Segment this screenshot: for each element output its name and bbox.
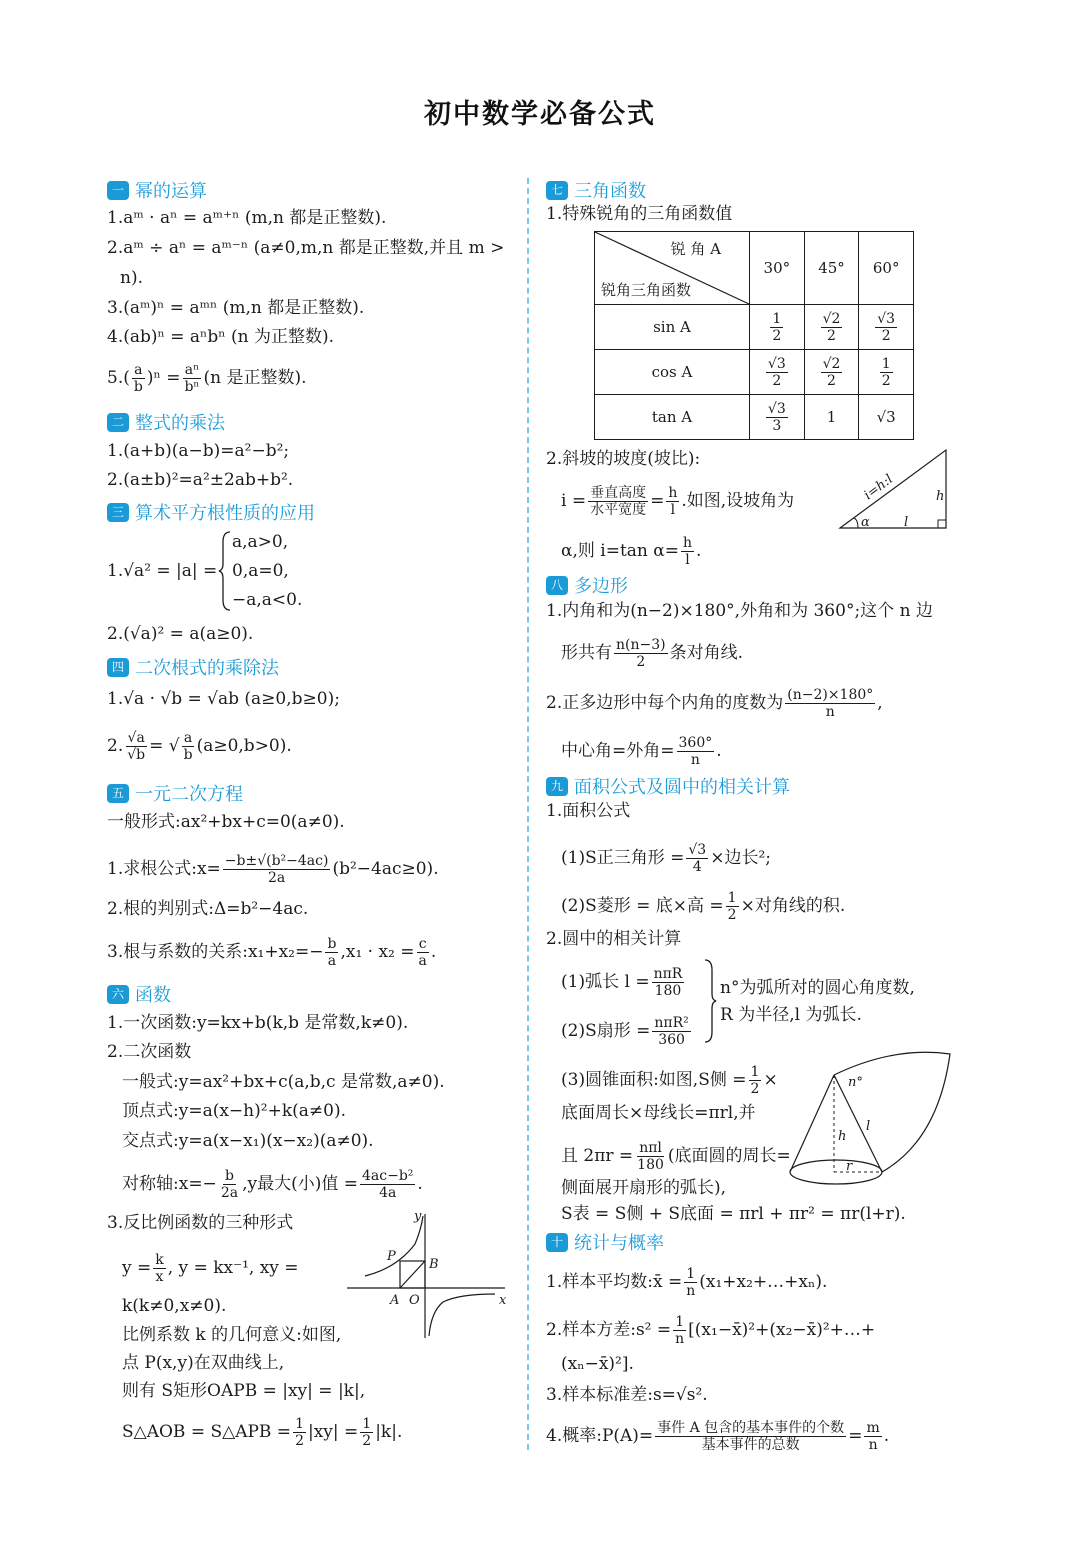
formula-line: (1)弧长 l = $\frac{\text{nπR}}{180}$: [561, 966, 683, 999]
formula-line: 2.根的判别式:Δ=b²−4ac.: [107, 899, 309, 919]
section-title: 二次根式的乘除法: [135, 658, 279, 679]
table-cell: $\frac{1}{2}$: [750, 305, 805, 350]
section-number-badge: 三: [107, 503, 129, 522]
formula-line: S表 = S侧 + S底面 = πrl + πr² = πr(l+r).: [561, 1204, 906, 1224]
section-title: 多边形: [574, 576, 628, 597]
section-heading-8: [546, 572, 628, 598]
section-heading-3: [107, 499, 315, 525]
formula-line: 4.(ab)ⁿ = aⁿbⁿ (n 为正整数).: [107, 327, 335, 347]
point-a-label: A: [390, 1293, 400, 1308]
formula-line: (3)圆锥面积:如图,S侧 = $\frac{1}{2}$ ×: [561, 1064, 778, 1097]
section-number-badge: 五: [107, 784, 129, 803]
formula-line: 底面周长×母线长=πrl,并: [561, 1103, 756, 1123]
cone-figure: [786, 1050, 954, 1190]
length-label: l: [904, 515, 909, 530]
slope-figure: [836, 448, 952, 532]
section-title: 函数: [135, 985, 171, 1006]
fraction: $\frac{n(n-3)}{2}$: [616, 637, 666, 670]
section-number-badge: 六: [107, 985, 129, 1004]
section-title: 一元二次方程: [135, 784, 243, 805]
section-heading-9: [546, 773, 790, 799]
formula-line: 交点式:y=a(x−x₁)(x−x₂)(a≠0).: [122, 1131, 374, 1151]
fraction: $\frac{\text{aⁿ}}{\text{bⁿ}}$: [184, 362, 200, 395]
formula-line: (2)S扇形 = $\frac{\text{nπR²}}{360}$: [561, 1015, 689, 1048]
right-brace: [703, 958, 717, 1044]
page-title: 初中数学必备公式: [424, 99, 656, 130]
col-header-60: 60°: [859, 232, 914, 305]
formula-line: 比例系数 k 的几何意义:如图,: [122, 1325, 342, 1345]
formula-line: 4.概率:P(A)= $\frac{\text{事件 A 包含的基本事件的个数}}{\text{基本事件的总数}}$ = $\frac{m}{n}$ .: [546, 1420, 890, 1453]
fraction: $\frac{1}{2}$: [295, 1416, 304, 1449]
height-label: h: [838, 1129, 847, 1144]
formula-line: i = $\frac{\text{垂直高度}}{\text{水平宽度}}$ = $\frac{h}{l}$ .如图,设坡角为: [561, 485, 795, 518]
formula-line: 3.样本标准差:s=√s².: [546, 1385, 708, 1405]
formula-line: 则有 S矩形OAPB = |xy| = |k|,: [122, 1381, 366, 1401]
section-title: 算术平方根性质的应用: [135, 503, 315, 524]
fraction: $\frac{b}{2a}$: [220, 1168, 239, 1201]
formula-line: 1.面积公式: [546, 801, 631, 821]
formula-line: 2.aᵐ ÷ aⁿ = aᵐ⁻ⁿ (a≠0,m,n 都是正整数,并且 m >: [107, 238, 505, 258]
hyperbola-branch-upper: [365, 1216, 423, 1276]
table-cell: $\frac{√3}{2}$: [750, 350, 805, 395]
section-heading-4: [107, 654, 279, 680]
angle-label: α: [861, 515, 870, 530]
table-corner-cell: [595, 232, 749, 304]
fraction: $\frac{360^\circ}{n}$: [678, 735, 713, 768]
y-axis-label: y: [414, 1209, 422, 1224]
angle-label: n°: [848, 1075, 863, 1090]
section-heading-1: [107, 177, 207, 203]
fraction: $\frac{a}{b}$: [133, 362, 143, 395]
formula-line: α,则 i=tan α= $\frac{h}{l}$ .: [561, 535, 702, 568]
formula-line: 1.√a² = |a| =: [107, 561, 218, 581]
formula-line: k(k≠0,x≠0).: [122, 1296, 227, 1316]
fraction: $\frac{1}{2}$: [750, 1064, 760, 1097]
slope-ratio-label: i=h:l: [861, 471, 896, 504]
formula-line: 3.(aᵐ)ⁿ = aᵐⁿ (m,n 都是正整数).: [107, 298, 365, 318]
point-b-label: B: [429, 1257, 439, 1272]
section-number-badge: 四: [107, 658, 129, 677]
formula-line: 一般式:y=ax²+bx+c(a,b,c 是常数,a≠0).: [122, 1072, 445, 1092]
section-number-badge: 九: [546, 777, 568, 796]
fraction: $\frac{√3}{4}$: [688, 842, 707, 875]
formula-line: 1.一次函数:y=kx+b(k,b 是常数,k≠0).: [107, 1013, 409, 1033]
fraction: $\frac{\text{垂直高度}}{\text{水平宽度}}$: [590, 485, 647, 518]
section-heading-5: [107, 780, 243, 806]
section-title: 幂的运算: [135, 181, 207, 202]
section-number-badge: 一: [107, 181, 129, 200]
hyperbola-figure: [345, 1208, 515, 1343]
row-header-tan: tan A: [595, 395, 750, 440]
row-header-sin: sin A: [595, 305, 750, 350]
formula-line: 1.特殊锐角的三角函数值: [546, 204, 733, 224]
column-divider: [527, 178, 529, 1450]
formula-line: n).: [120, 268, 143, 288]
origin-label: O: [409, 1293, 420, 1308]
height-label: h: [936, 489, 945, 504]
formula-line: 形共有 $\frac{n(n-3)}{2}$ 条对角线.: [561, 637, 744, 670]
x-axis-label: x: [499, 1293, 507, 1308]
formula-line: 对称轴:x=− $\frac{b}{2a}$ ,y最大(小)值 = $\frac{\text{4ac−b²}}{4a}$ .: [122, 1168, 423, 1201]
fraction: $\frac{\text{nπR²}}{360}$: [654, 1015, 689, 1048]
section-title: 统计与概率: [574, 1233, 664, 1254]
fraction: $\frac{b}{a}$: [327, 936, 337, 969]
formula-line: 3.反比例函数的三种形式: [107, 1213, 294, 1233]
section-title: 整式的乘法: [135, 413, 225, 434]
fraction: $\frac{√a}{√b}$: [127, 730, 146, 763]
fraction: $\frac{1}{n}$: [675, 1314, 685, 1347]
fraction: $\frac{m}{n}$: [866, 1420, 880, 1453]
formula-line: 2.圆中的相关计算: [546, 929, 682, 949]
section-heading-6: [107, 981, 171, 1007]
formula-line: 2.正多边形中每个内角的度数为 $\frac{(n-2)\times 180^\circ}{n}$ ,: [546, 687, 883, 720]
fraction: $\frac{1}{2}$: [727, 890, 737, 923]
formula-line: 2. $\frac{√a}{√b}$ = √ $\frac{a}{b}$ (a≥0,b>0).: [107, 730, 292, 763]
diagonal: [400, 1261, 425, 1288]
formula-line: 3.根与系数的关系:x₁+x₂=− $\frac{b}{a}$ ,x₁ · x₂ = $\frac{c}{a}$ .: [107, 936, 437, 969]
formula-line: 中心角=外角= $\frac{360^\circ}{n}$ .: [561, 735, 722, 768]
fraction: $\frac{1}{2}$: [362, 1416, 372, 1449]
fraction: $\frac{\text{事件 A 包含的基本事件的个数}}{\text{基本事件的总数}}$: [657, 1420, 845, 1453]
formula-line: (xₙ−x̄)²].: [561, 1354, 634, 1374]
fraction: $\frac{c}{a}$: [418, 936, 427, 969]
piecewise-case: −a,a<0.: [232, 590, 303, 610]
slant-label: l: [866, 1119, 871, 1134]
formula-line: 一般形式:ax²+bx+c=0(a≠0).: [107, 812, 345, 832]
col-header-45: 45°: [804, 232, 859, 305]
formula-line: 5.( $\frac{a}{b}$ )ⁿ = $\frac{\text{aⁿ}}{\text{bⁿ}}$ (n 是正整数).: [107, 362, 307, 395]
slope-triangle: [840, 450, 946, 528]
formula-line: 1.(a+b)(a−b)=a²−b²;: [107, 441, 290, 461]
table-cell: $\frac{1}{2}$: [859, 350, 914, 395]
section-number-badge: 七: [546, 181, 568, 200]
left-brace: [218, 530, 232, 612]
hyperbola-branch-lower: [429, 1294, 495, 1336]
row-header-cos: cos A: [595, 350, 750, 395]
section-heading-10: [546, 1229, 664, 1255]
formula-line: 1.内角和为(n−2)×180°,外角和为 360°;这个 n 边: [546, 601, 933, 621]
table-cell: $\frac{√3}{2}$: [859, 305, 914, 350]
point-p-label: P: [387, 1249, 396, 1264]
header-function: 锐角三角函数: [601, 281, 692, 299]
formula-line: 1.样本平均数:x̄ = $\frac{1}{n}$ (x₁+x₂+…+xₙ).: [546, 1266, 828, 1299]
header-angle: 锐 角 A: [670, 240, 721, 258]
fraction: $\frac{\text{4ac−b²}}{4a}$: [362, 1168, 414, 1201]
angle-arc: [854, 518, 858, 528]
trig-value-table: [594, 231, 914, 440]
fraction: $\frac{h}{l}$: [668, 485, 678, 518]
formula-line: 且 2πr = $\frac{\text{nπl}}{180}$ (底面圆的周长=: [561, 1140, 791, 1173]
formula-line: 2.(√a)² = a(a≥0).: [107, 624, 254, 644]
formula-line: 点 P(x,y)在双曲线上,: [122, 1353, 285, 1373]
formula-line: y = $\frac{k}{x}$ , y = kx⁻¹, xy =: [122, 1252, 299, 1285]
formula-line: 1.aᵐ · aⁿ = aᵐ⁺ⁿ (m,n 都是正整数).: [107, 208, 387, 228]
formula-line: (1)S正三角形 = $\frac{√3}{4}$ ×边长²;: [561, 842, 771, 875]
formula-line: 2.二次函数: [107, 1042, 192, 1062]
fraction: $\frac{k}{x}$: [155, 1252, 164, 1285]
right-angle-mark: [938, 520, 946, 528]
fraction: $\frac{a}{b}$: [183, 730, 193, 763]
fraction: $\frac{\text{nπl}}{180}$: [637, 1140, 664, 1173]
section-number-badge: 十: [546, 1233, 568, 1252]
formula-line: 顶点式:y=a(x−h)²+k(a≠0).: [122, 1101, 346, 1121]
piecewise-case: a,a>0,: [232, 532, 289, 552]
section-number-badge: 二: [107, 413, 129, 432]
piecewise-case: 0,a=0,: [232, 561, 289, 581]
table-cell: √3: [859, 395, 914, 440]
section-number-badge: 八: [546, 576, 568, 595]
section-title: 面积公式及圆中的相关计算: [574, 777, 790, 798]
fraction: $\frac{h}{l}$: [683, 535, 693, 568]
table-cell: $\frac{√2}{2}$: [804, 305, 859, 350]
cone-slant-left: [790, 1075, 834, 1172]
table-cell: 1: [804, 395, 859, 440]
fraction: $\frac{1}{n}$: [686, 1266, 696, 1299]
col-header-30: 30°: [750, 232, 805, 305]
fraction: $\frac{(n-2)\times 180^\circ}{n}$: [787, 687, 874, 720]
formula-line: S△AOB = S△APB = $\frac{1}{2}$ |xy| = $\frac{1}{2}$ |k|.: [122, 1416, 403, 1449]
section-title: 三角函数: [574, 181, 646, 202]
formula-line: 1.求根公式:x= $\frac{\text{−b±√(b²−4ac)}}{2a}$ (b²−4ac≥0).: [107, 853, 439, 886]
fraction: $\frac{\text{nπR}}{180}$: [653, 966, 683, 999]
table-cell: $\frac{√3}{3}$: [750, 395, 805, 440]
sector-arc: [834, 1052, 950, 1172]
formula-note: n°为弧所对的圆心角度数,: [720, 978, 915, 998]
formula-line: 2.(a±b)²=a²±2ab+b².: [107, 470, 294, 490]
formula-line: 2.斜坡的坡度(坡比):: [546, 449, 701, 469]
formula-line: (2)S菱形 = 底×高 = $\frac{1}{2}$ ×对角线的积.: [561, 890, 846, 923]
formula-line: 1.√a · √b = √ab (a≥0,b≥0);: [107, 689, 340, 709]
formula-note: R 为半径,l 为弧长.: [720, 1005, 862, 1025]
radius-label: r: [846, 1159, 853, 1174]
formula-line: 2.样本方差:s² = $\frac{1}{n}$ [(x₁−x̄)²+(x₂−x̄)²+…+: [546, 1314, 876, 1347]
section-heading-2: [107, 409, 225, 435]
table-cell: $\frac{√2}{2}$: [804, 350, 859, 395]
section-heading-7: [546, 177, 646, 203]
formula-line: 侧面展开扇形的弧长),: [561, 1178, 727, 1198]
fraction: $\frac{\text{−b±√(b²−4ac)}}{2a}$: [224, 853, 329, 886]
